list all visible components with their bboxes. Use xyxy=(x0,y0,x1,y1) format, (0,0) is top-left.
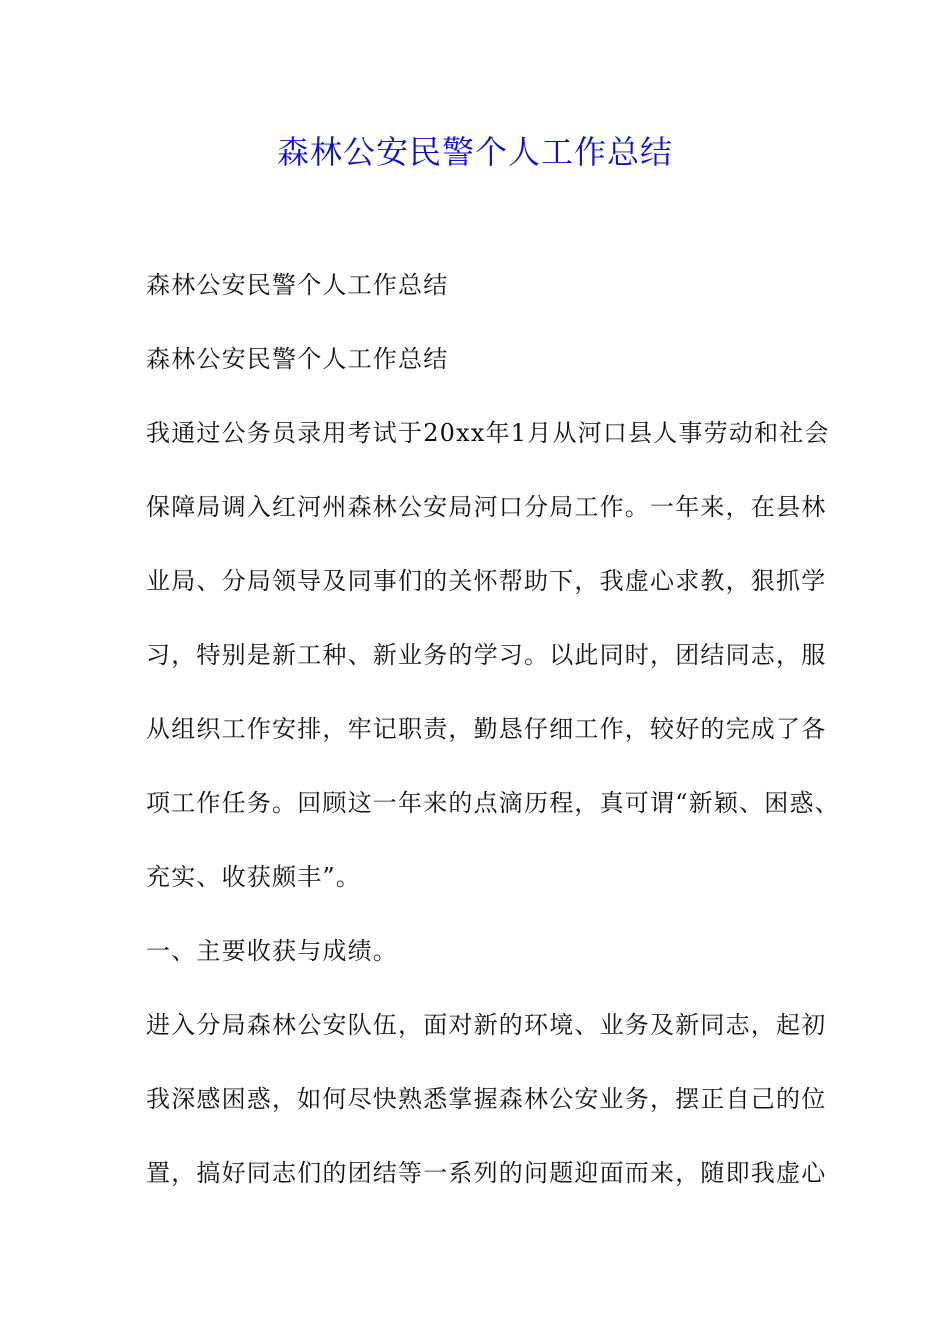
paragraph-line: 业局、分局领导及同事们的关怀帮助下，我虚心求教，狠抓学 xyxy=(146,567,827,595)
paragraph-line: 从组织工作安排，牢记职责，勤恳仔细工作，较好的完成了各 xyxy=(146,715,827,743)
document-title: 森林公安民警个人工作总结 xyxy=(276,133,673,171)
paragraph-line: 习，特别是新工种、新业务的学习。以此同时，团结同志，服 xyxy=(146,641,827,669)
paragraph-line: 保障局调入红河州森林公安局河口分局工作。一年来，在县林 xyxy=(146,493,827,521)
paragraph-line: 置，搞好同志们的团结等一系列的问题迎面而来，随即我虚心 xyxy=(146,1159,827,1187)
paragraph-line: 森林公安民警个人工作总结 xyxy=(146,345,449,373)
paragraph-line: 项工作任务。回顾这一年来的点滴历程，真可谓“新颖、困惑、 xyxy=(146,789,840,817)
paragraph-line: 我深感困惑，如何尽快熟悉掌握森林公安业务，摆正自己的位 xyxy=(146,1085,827,1113)
document-body xyxy=(146,248,840,1210)
paragraph-line: 森林公安民警个人工作总结 xyxy=(146,271,449,299)
paragraph-line: 我通过公务员录用考试于20xx年1月从河口县人事劳动和社会 xyxy=(146,419,830,447)
paragraph-line: 充实、收获颇丰”。 xyxy=(146,863,362,891)
paragraph-line: 进入分局森林公安队伍，面对新的环境、业务及新同志，起初 xyxy=(146,1011,827,1039)
section-heading: 一、主要收获与成绩。 xyxy=(146,937,398,965)
